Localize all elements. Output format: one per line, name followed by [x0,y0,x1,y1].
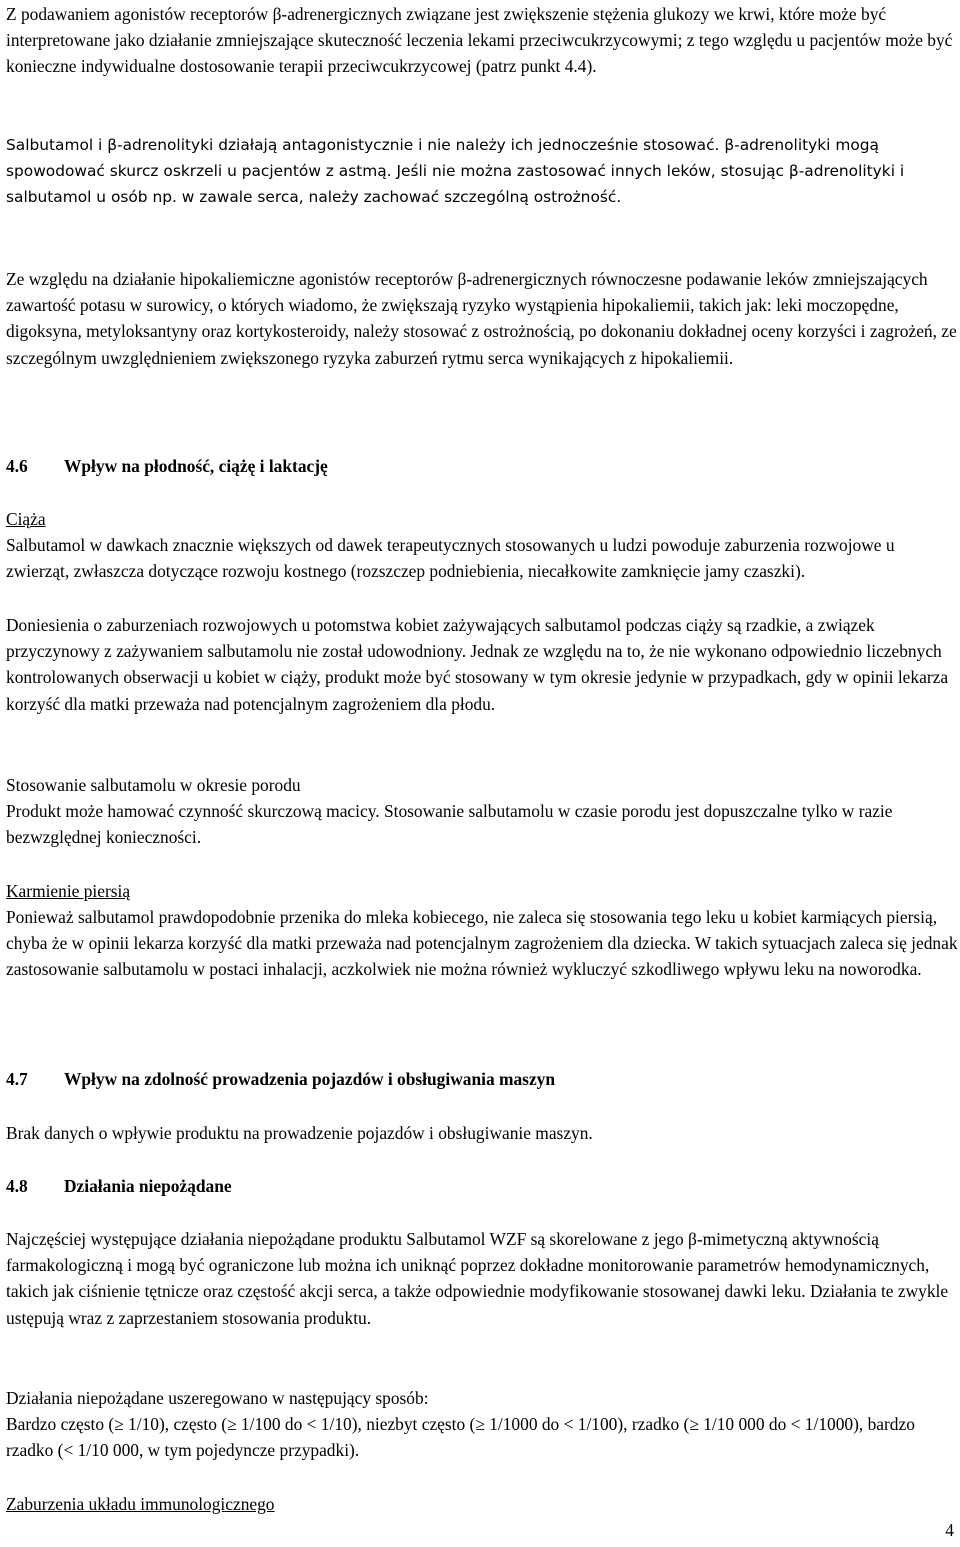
subheading-immune-disorders: Zaburzenia układu immunologicznego [6,1494,275,1514]
page-number: 4 [945,1520,954,1540]
section-number: 4.8 [6,1176,28,1196]
paragraph-pregnancy-animal-studies: Salbutamol w dawkach znacznie większych od dawek terapeutycznych stosowanych u ludzi powoduje zaburzenia rozwojowe u zwierząt, zwłaszcza dotyczące rozwoju kostnego (rozszczep podniebienia, niecałkowite zamknięcie jamy czaszki). [6,535,895,582]
paragraph-pregnancy-reports: Doniesienia o zaburzeniach rozwojowych u potomstwa kobiet zażywających salbutamol podczas ciąży są rzadkie, a związek przyczynowy z zażywaniem salbutamolu nie został udowodniony. Jednak ze względu na to, że nie wykonano odpowiednio liczebnych kontrolowanych obserwacji u kobiet w ciąży, produkt może być stosowany w tym okresie jedynie w przypadkach, gdy w opinii lekarza korzyść dla matki przeważa nad potencjalnym zagrożeniem dla płodu. [6,615,949,714]
section-number: 4.7 [6,1069,28,1089]
paragraph-beta-blockers: Salbutamol i β-adrenolityki działają antagonistycznie i nie należy ich jednocześnie stosować. β-adrenolityki mogą spowodować skurcz oskrzeli u pacjentów z astmą. Jeśli nie można zastosować innych leków, stosując β-adrenolityki i salbutamol u osób np. w zawale serca, należy zachować szczególną ostrożność. [6,136,905,207]
section-number: 4.6 [6,456,28,476]
section-heading-4-6 [6,453,328,479]
paragraph-driving: Brak danych o wpływie produktu na prowadzenie pojazdów i obsługiwanie maszyn. [6,1123,593,1143]
paragraph-hypokalemia: Ze względu na działanie hipokaliemiczne agonistów receptorów β-adrenergicznych równoczesne podawanie leków zmniejszających zawartość potasu w surowicy, o których wiadomo, że zwiększają ryzyko wystąpienia hipokaliemii, takich jak: leki moczopędne, digoksyna, metyloksantyny oraz kortykosteroidy, należy stosować z ostrożnością, po dokonaniu dokładnej oceny korzyści i zagrożeń, ze szczególnym uwzględnieniem zwiększonego ryzyka zaburzeń rytmu serca wynikających z hipokaliemii. [6,269,957,368]
paragraph-labour: Produkt może hamować czynność skurczową macicy. Stosowanie salbutamolu w czasie porodu jest dopuszczalne tylko w razie bezwzględnej konieczności. [6,801,893,848]
section-title: Działania niepożądane [64,1176,232,1196]
section-heading-4-8 [6,1173,232,1199]
paragraph-frequency-intro: Działania niepożądane uszeregowano w następujący sposób: [6,1388,429,1408]
subheading-breastfeeding: Karmienie piersią [6,881,131,901]
paragraph-breastfeeding: Ponieważ salbutamol prawdopodobnie przenika do mleka kobiecego, nie zaleca się stosowania tego leku u kobiet karmiących piersią, chyba że w opinii lekarza korzyść dla matki przeważa nad potencjalnym zagrożeniem dla dziecka. W takich sytuacjach zaleca się jednak zastosowanie salbutamolu w postaci inhalacji, aczkolwiek nie można również wykluczyć szkodliwego wpływu leku na noworodka. [6,907,958,980]
paragraph-glucose-interaction: Z podawaniem agonistów receptorów β-adrenergicznych związane jest zwiększenie stężenia glukozy we krwi, które może być interpretowane jako działanie zmniejszające skuteczność leczenia lekami przeciwcukrzycowymi; z tego względu u pacjentów może być konieczne indywidualne dostosowanie terapii przeciwcukrzycowej (patrz punkt 4.4). [6,4,953,77]
section-heading-4-7 [6,1066,555,1092]
paragraph-adverse-effects-summary: Najczęściej występujące działania niepożądane produktu Salbutamol WZF są skorelowane z jego β-mimetyczną aktywnością farmakologiczną i mogą być ograniczone lub można ich uniknąć poprzez dokładne monitorowanie parametrów hemodynamicznych, takich jak ciśnienie tętnicze oraz częstość akcji serca, a także odpowiednie modyfikowanie stosowanej dawki leku. Działania te zwykle ustępują wraz z zaprzestaniem stosowania produktu. [6,1229,949,1328]
paragraph-frequency-definitions: Bardzo często (≥ 1/10), często (≥ 1/100 do < 1/10), niezbyt często (≥ 1/1000 do < 1/100), rzadko (≥ 1/10 000 do < 1/1000), bardzo rzadko (< 1/10 000, w tym pojedyncze przypadki). [6,1414,915,1461]
subheading-labour: Stosowanie salbutamolu w okresie porodu [6,775,301,795]
section-title: Wpływ na płodność, ciążę i laktację [64,456,328,476]
subheading-pregnancy: Ciąża [6,509,46,529]
section-title: Wpływ na zdolność prowadzenia pojazdów i obsługiwania maszyn [64,1069,556,1089]
